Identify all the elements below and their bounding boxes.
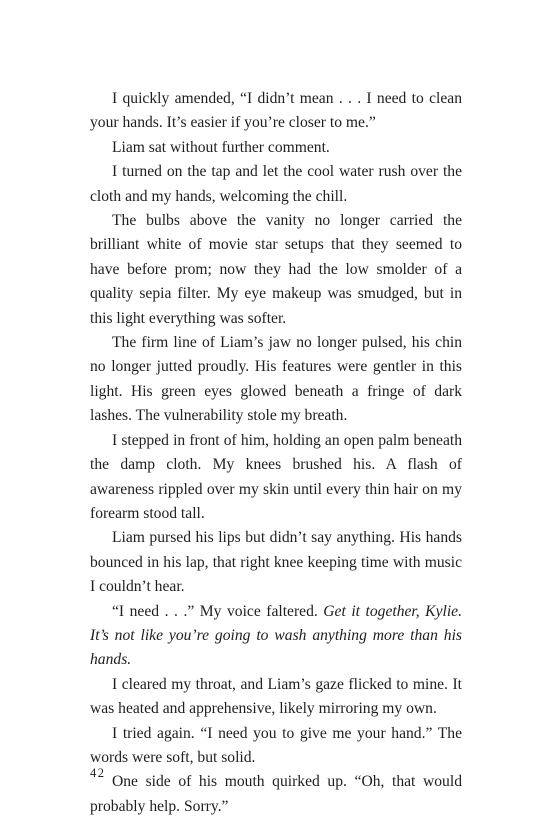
body-text [90, 87, 462, 819]
paragraph: I turned on the tap and let the cool water rush over the cloth and my hands, welcoming the chill. [90, 163, 462, 205]
paragraph: The firm line of Liam’s jaw no longer pulsed, his chin no longer jutted proudly. His features were gentler in this light. His green eyes glowed beneath a fringe of dark lashes. The vulnerability stole my breath. [90, 334, 462, 425]
italic-thought: Get it together, Kylie. It’s not like you’re going to wash anything more than his hands. [90, 602, 462, 669]
paragraph: I quickly amended, “I didn’t mean . . . I need to clean your hands. It’s easier if you’re closer to me.” [90, 90, 462, 132]
paragraph [90, 600, 462, 673]
paragraph: Liam sat without further comment. [112, 138, 330, 156]
page-number: 42 [90, 766, 106, 780]
paragraph: I cleared my throat, and Liam’s gaze flicked to mine. It was heated and apprehensive, likely mirroring my own. [90, 675, 462, 718]
paragraph: I stepped in front of him, holding an open palm beneath the damp cloth. My knees brushed his. A flash of awareness rippled over my skin until every thin hair on my forearm stood tall. [90, 431, 462, 522]
paragraph: Liam pursed his lips but didn’t say anything. His hands bounced in his lap, that right knee keeping time with music I couldn’t hear. [90, 529, 462, 596]
dialogue-text: “I need . . .” My voice faltered. [112, 602, 324, 620]
paragraph: I tried again. “I need you to give me your hand.” The words were soft, but solid. [90, 724, 462, 766]
paragraph: The bulbs above the vanity no longer carried the brilliant white of movie star setups that they seemed to have before prom; now they had the low smolder of a quality sepia filter. My eye makeup was smudged, but in this light everything was softer. [90, 212, 462, 327]
paragraph: One side of his mouth quirked up. “Oh, that would probably help. Sorry.” [90, 773, 462, 815]
